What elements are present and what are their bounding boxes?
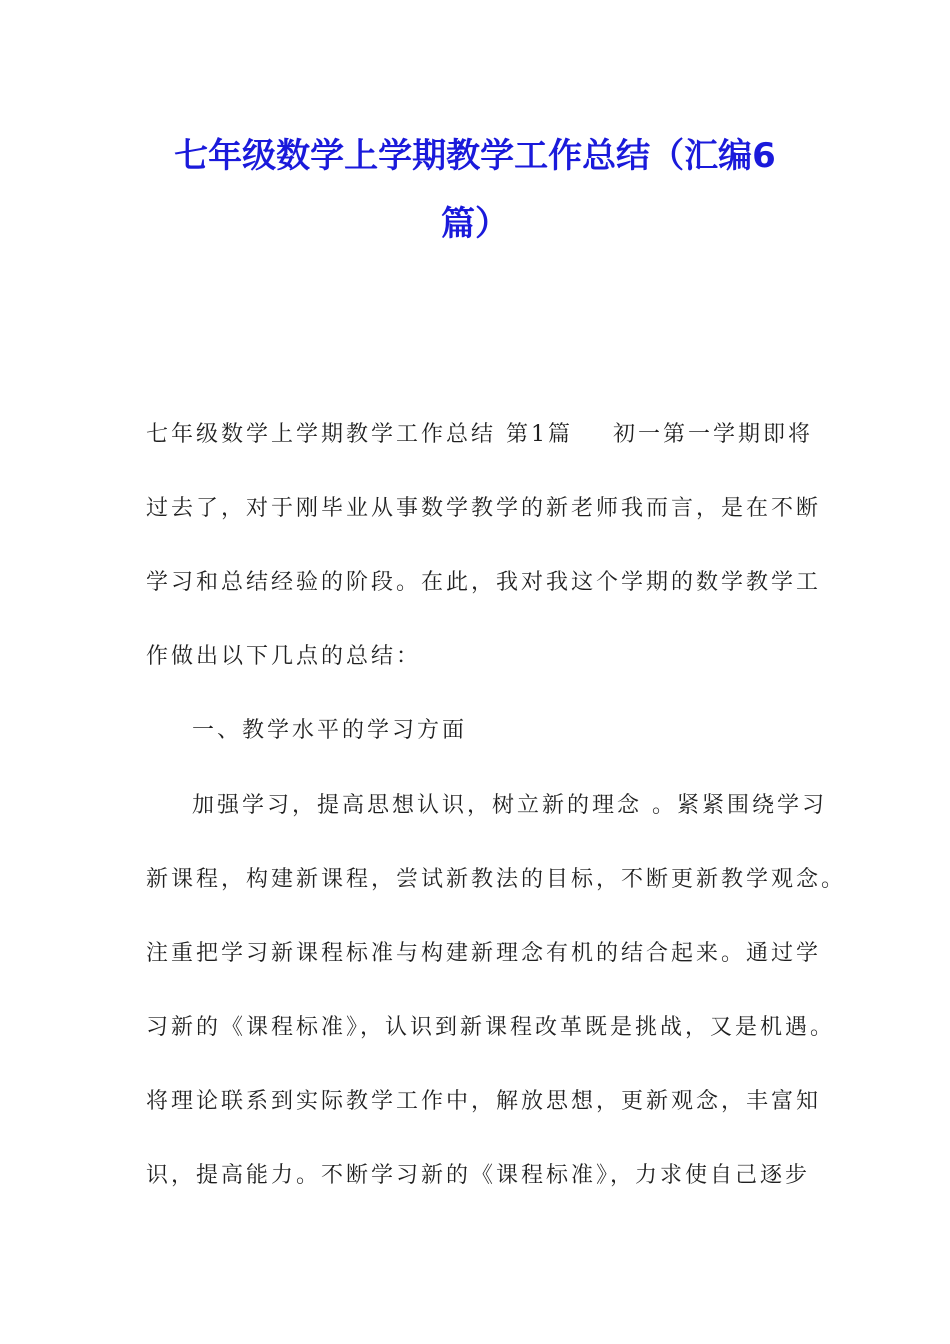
paragraph-line: 过去了，对于刚毕业从事数学教学的新老师我而言，是在不断 [146, 496, 822, 521]
paragraph-line: 将理论联系到实际教学工作中，解放思想，更新观念，丰富知 [146, 1089, 822, 1114]
paragraph-line: 加强学习，提高思想认识，树立新的理念 。紧紧围绕学习 [192, 793, 827, 818]
document-title-line-2: 篇） [441, 204, 509, 244]
paragraph-line: 学习和总结经验的阶段。在此，我对我这个学期的数学教学工 [146, 570, 822, 595]
paragraph-line: 注重把学习新课程标准与构建新理念有机的结合起来。通过学 [146, 941, 822, 966]
paragraph-line: 新课程，构建新课程，尝试新教法的目标，不断更新教学观念。 [146, 867, 847, 892]
section-heading: 一、教学水平的学习方面 [192, 718, 468, 743]
paragraph-line: 作做出以下几点的总结： [146, 644, 422, 669]
paragraph-line: 七年级数学上学期教学工作总结 第1篇 初一第一学期即将 [146, 422, 813, 447]
document-title-line-1: 七年级数学上学期教学工作总结（汇编6 [174, 136, 776, 176]
paragraph-line: 习新的《课程标准》，认识到新课程改革既是挑战，又是机遇。 [146, 1015, 836, 1040]
paragraph-line: 识，提高能力。不断学习新的《课程标准》，力求使自己逐步 [146, 1163, 811, 1188]
